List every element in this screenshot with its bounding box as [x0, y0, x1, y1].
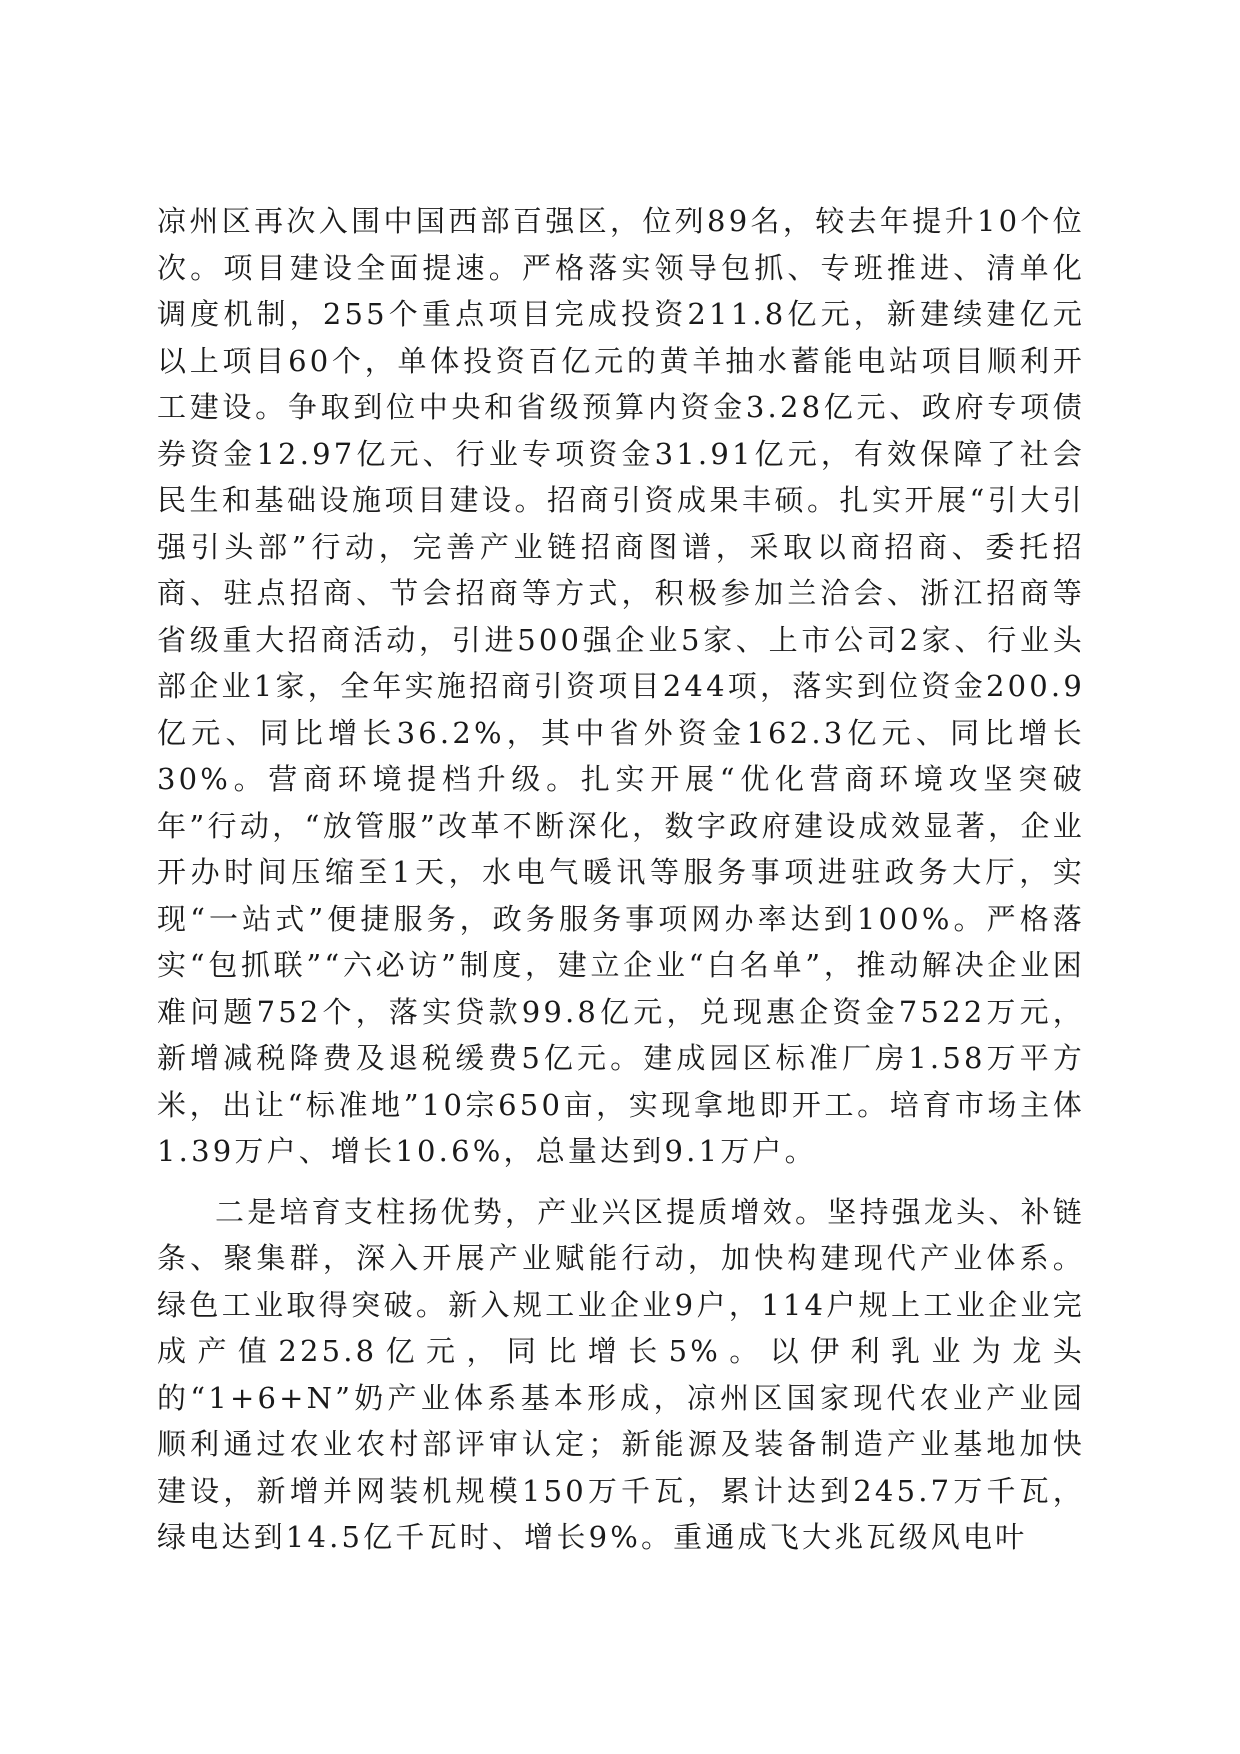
- paragraph-1: 凉州区再次入围中国西部百强区，位列89名，较去年提升10个位次。项目建设全面提速。严格落实领导包抓、专班推进、清单化调度机制，255个重点项目完成投资211.8亿元，新建续建亿元以上项目60个，单体投资百亿元的黄羊抽水蓄能电站项目顺利开工建设。争取到位中央和省级预算内资金3.28亿元、政府专项债券资金12.97亿元、行业专项资金31.91亿元，有效保障了社会民生和基础设施项目建设。招商引资成果丰硕。扎实开展“引大引强引头部”行动，完善产业链招商图谱，采取以商招商、委托招商、驻点招商、节会招商等方式，积极参加兰洽会、浙江招商等省级重大招商活动，引进500强企业5家、上市公司2家、行业头部企业1家，全年实施招商引资项目244项，落实到位资金200.9亿元、同比增长36.2%，其中省外资金162.3亿元、同比增长30%。营商环境提档升级。扎实开展“优化营商环境攻坚突破年”行动，“放管服”改革不断深化，数字政府建设成效显著，企业开办时间压缩至1天，水电气暖讯等服务事项进驻政务大厅，实现“一站式”便捷服务，政务服务事项网办率达到100%。严格落实“包抓联”“六必访”制度，建立企业“白名单”，推动解决企业困难问题752个，落实贷款99.8亿元，兑现惠企资金7522万元，新增减税降费及退税缓费5亿元。建成园区标准厂房1.58万平方米，出让“标准地”10宗650亩，实现拿地即开工。培育市场主体1.39万户、增长10.6%，总量达到9.1万户。: [157, 204, 1085, 1168]
- paragraph-2: 二是培育支柱扬优势，产业兴区提质增效。坚持强龙头、补链条、聚集群，深入开展产业赋能行动，加快构建现代产业体系。绿色工业取得突破。新入规工业企业9户，114户规上工业企业完成产值225.8亿元，同比增长5%。以伊利乳业为龙头的“1+6+N”奶产业体系基本形成，凉州区国家现代农业产业园顺利通过农业农村部评审认定；新能源及装备制造产业基地加快建设，新增并网装机规模150万千瓦，累计达到245.7万千瓦，绿电达到14.5亿千瓦时、增长9%。重通成飞大兆瓦级风电叶: [157, 1194, 1085, 1554]
- document-page: [157, 198, 1085, 1561]
